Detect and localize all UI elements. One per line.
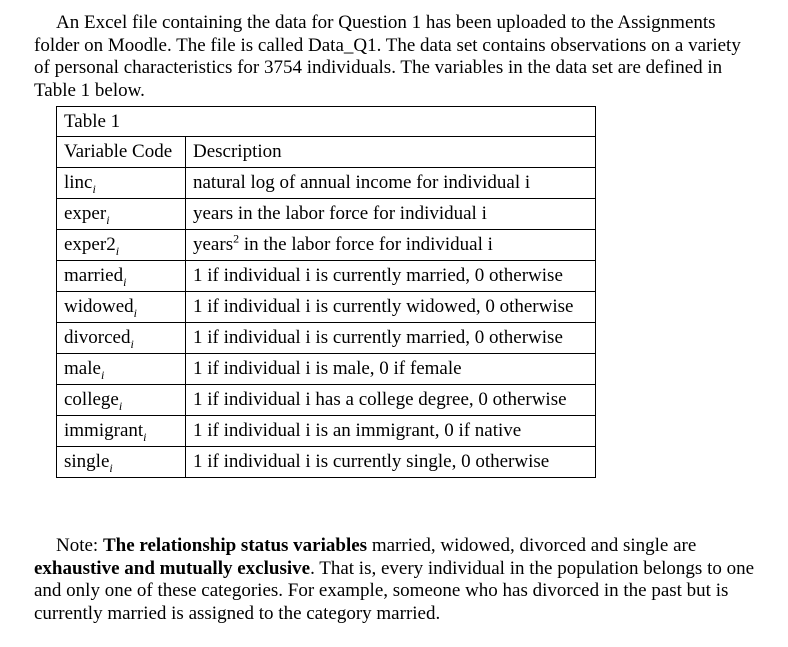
variable-subscript: i [130,336,134,351]
variable-code [57,261,186,292]
variable-description: natural log of annual income for individual i [186,168,596,199]
variable-code [57,230,186,261]
variable-code-text: male [64,358,101,379]
note-text: . That is, every individual in the population belongs to one and only one of these categories. For example, someone who has divorced in the past but is currently married is assigned to the category married. [34,557,755,624]
variable-code [57,168,186,199]
variable-code-text: exper [64,203,107,224]
note-bold-text: exhaustive and mutually exclusive [34,557,311,579]
variable-subscript: i [109,460,113,475]
table-row [57,261,596,292]
variable-subscript: i [123,274,127,289]
table-row [57,385,596,416]
table-caption-row [57,107,596,137]
table-row [57,292,596,323]
variable-code [57,354,186,385]
variable-code [57,199,186,230]
variable-subscript: i [143,429,147,444]
variable-code-text: linc [64,172,93,193]
variable-description: 1 if individual i is currently single, 0 otherwise [186,447,596,478]
table-row [57,199,596,230]
variable-description: 1 if individual i is an immigrant, 0 if native [186,416,596,447]
variable-code-text: married [64,265,124,286]
table-row [57,230,596,261]
variable-description: years in the labor force for individual i [186,199,596,230]
note-text: Note: [56,535,103,556]
variable-subscript: i [133,305,137,320]
note-paragraph [34,535,756,625]
note-text: married, widowed, divorced and single are [367,535,697,556]
variable-code [57,323,186,354]
column-header-description: Description [186,137,596,168]
variable-code [57,416,186,447]
intro-paragraph: An Excel file containing the data for Question 1 has been uploaded to the Assignments folder on Moodle. The file is called Data_Q1. The data set contains observations on a variety of personal characteristics for 3754 individuals. The variables in the data set are defined in Table 1 below. [34,12,741,101]
description-superscript: 2 [233,231,240,246]
variable-description: 1 if individual i has a college degree, 0 otherwise [186,385,596,416]
variable-code-text: immigrant [64,420,144,441]
variable-code-text: widowed [64,296,134,317]
variable-subscript: i [100,367,105,382]
variable-description [186,230,596,261]
variable-subscript: i [118,398,123,413]
description-rest: in the labor force for individual i [239,234,493,255]
table-row [57,416,596,447]
description-prefix: years [193,234,234,255]
variable-code-text: exper2 [64,234,116,255]
variable-description: 1 if individual i is currently married, 0 otherwise [186,261,596,292]
variable-subscript: i [115,243,120,258]
variable-description: 1 if individual i is currently widowed, 0 otherwise [186,292,596,323]
variable-description: 1 if individual i is male, 0 if female [186,354,596,385]
variable-subscript: i [106,212,110,227]
note-bold-text: The relationship status variables [102,535,368,556]
table-row [57,354,596,385]
variable-code [57,385,186,416]
table-row [57,323,596,354]
variables-table [56,106,596,478]
column-header-variable: Variable Code [57,137,186,168]
table-row [57,447,596,478]
variable-code-text: divorced [64,327,131,348]
variable-subscript: i [92,181,96,196]
table-caption: Table 1 [57,107,596,137]
variable-code-text: single [64,451,110,472]
variable-code [57,447,186,478]
variable-code-text: college [64,389,119,410]
table-header-row [57,137,596,168]
variable-code [57,292,186,323]
table-row [57,168,596,199]
variable-description: 1 if individual i is currently married, 0 otherwise [186,323,596,354]
